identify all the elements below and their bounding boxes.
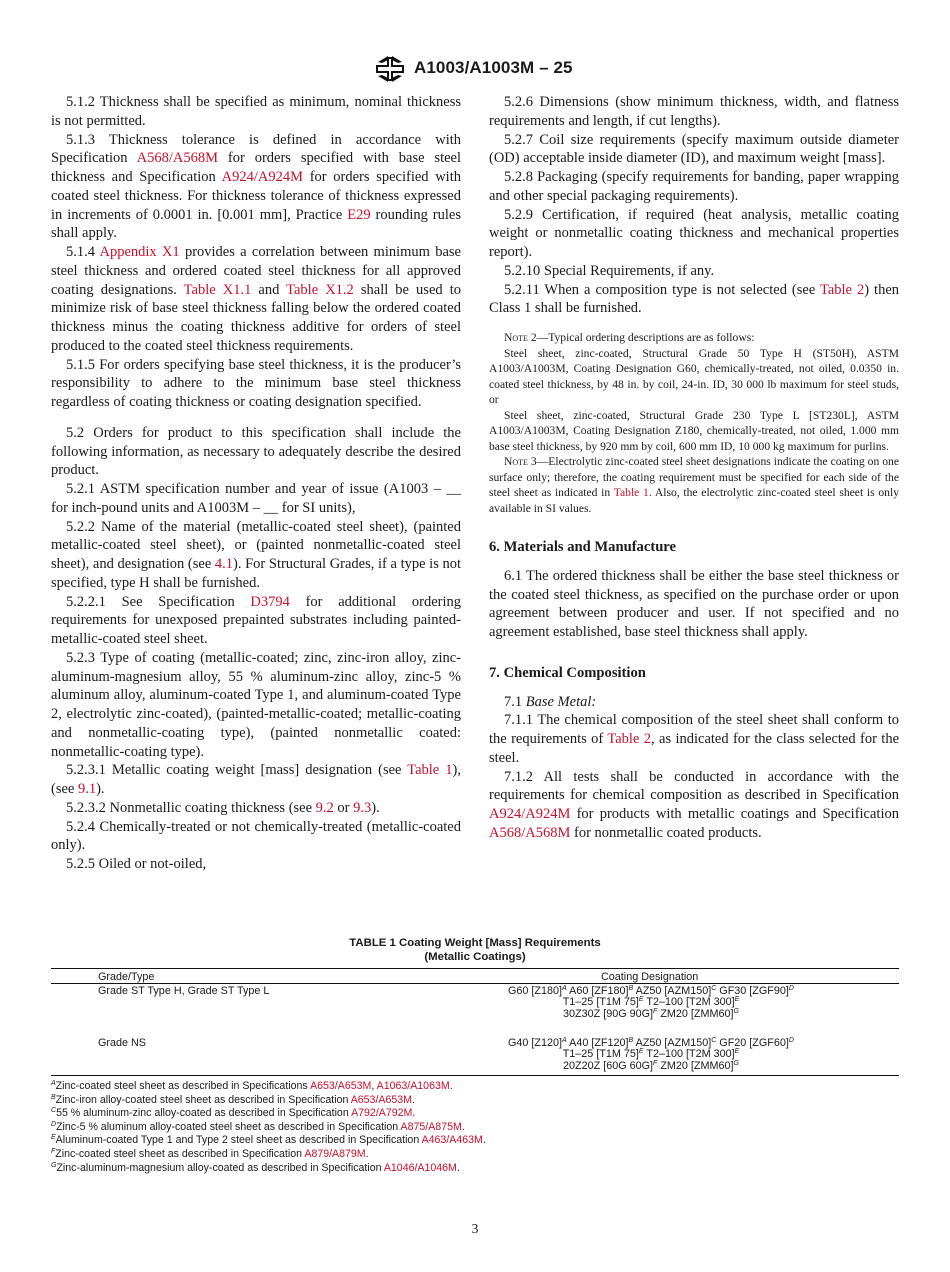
link-a653[interactable]: A653/A653M (310, 1080, 372, 1092)
link-table-x1-1[interactable]: Table X1.1 (183, 281, 252, 298)
para-5-2-9: 5.2.9 Certification, if required (heat analysis, metallic coating weight or nonmetallic coating thickness and mechanical properties report). (489, 206, 899, 260)
page-header (0, 50, 950, 90)
document-id: A1003/A1003M – 25 (414, 58, 573, 77)
note-2-example-1: Steel sheet, zinc-coated, Structural Grade 50 Type H (ST50H), ASTM A1003/A1003M, Coating Designation G60, chemically-treated, not oiled, 0.0350 in. coated steel thickness, by 48 in. by coil, 24-in. ID, 30 000 lb maximum for steel studs, or (489, 346, 899, 406)
para-5-2-3-2: 5.2.3.2 Nonmetallic coating thickness (see 9.2 or 9.3). (66, 799, 380, 816)
table-bottom-rule (51, 1075, 899, 1076)
link-a792[interactable]: A792/A792M (351, 1107, 413, 1120)
link-9-3[interactable]: 9.3 (353, 799, 372, 816)
link-a463[interactable]: A463/A463M (421, 1134, 483, 1147)
table-row (51, 1036, 899, 1075)
link-table-1[interactable]: Table 1 (407, 762, 453, 779)
footnote-c: $^C$55 % aluminum-zinc alloy-coated as described in Specification A792/A792M. (51, 1107, 416, 1120)
para-5-2-5: 5.2.5 Oiled or not-oiled, (66, 856, 207, 872)
para-5-2-7: 5.2.7 Coil size requirements (specify maximum outside diameter (OD) acceptable inside diameter (ID), and maximum weight [mass]. (489, 131, 899, 167)
table-1 (51, 936, 899, 1175)
link-a653-b[interactable]: A653/A653M (350, 1093, 412, 1106)
link-a924[interactable]: A924/A924M (221, 169, 304, 185)
para-5-2-1: 5.2.1 ASTM specification number and year of issue (A1003 – __ for inch-pound units and A1003M – __ for SI units), (51, 481, 461, 516)
left-column (51, 93, 461, 874)
para-5-2-11: 5.2.11 When a composition type is not selected (see Table 2) then Class 1 shall be furnished. (489, 281, 900, 317)
table-header-row (51, 969, 899, 983)
page-number: 3 (471, 1221, 479, 1236)
para-5-2-2: 5.2.2 Name of the material (metallic-coated steel sheet), (painted metallic-coated steel sheet), or (painted nonmetallic-coated steel sheet), and designation (see 4.1). For Structural Grades, if a type is not specified, type H shall be furnished. (51, 518, 461, 591)
table-title: TABLE 1 Coating Weight [Mass] Requirements (349, 937, 601, 949)
para-5-2-10: 5.2.10 Special Requirements, if any. (504, 262, 715, 279)
link-d3794[interactable]: D3794 (250, 593, 290, 610)
grade-cell: Grade NS (98, 1037, 147, 1049)
link-9-2[interactable]: 9.2 (315, 799, 334, 816)
para-7-1-2: 7.1.2 All tests shall be conducted in accordance with the requirements for chemical composition as described in Specification A924/A924M for products with metallic coatings and Specification A568/A568M for nonmetallic coated products. (489, 768, 899, 841)
link-4-1[interactable]: 4.1 (214, 556, 234, 572)
para-5-2-4: 5.2.4 Chemically-treated or not chemically-treated (metallic-coated only). (51, 818, 461, 854)
link-table-1-note[interactable]: Table 1 (613, 486, 649, 499)
para-5-2-2-1: 5.2.2.1 See Specification D3794 for additional ordering requirements for unexposed prepainted substrates including painted-metallic-coated steel sheet. (51, 593, 461, 647)
link-9-1[interactable]: 9.1 (77, 781, 97, 797)
para-6-1: 6.1 The ordered thickness shall be either the base steel thickness or the coated steel thickness, as specified on the purchase order or upon agreement between producer and user. If not specified and no agreement established, base steel thickness shall apply. (489, 567, 899, 640)
link-a1063[interactable]: A1063/A1063M (376, 1080, 450, 1092)
link-e29[interactable]: E29 (347, 206, 371, 223)
astm-logo-icon (374, 54, 406, 84)
para-5-2-6: 5.2.6 Dimensions (show minimum thickness, width, and flatness requirements and length, if cut lengths). (489, 94, 899, 129)
note-3: Note 3—Electrolytic zinc-coated steel sheet designations indicate the coating on one surface only; therefore, the coating requirement must be specified for each side of the steel sheet as indicated in Table 1. Also, the electrolytic zinc-coated steel sheet is only available in SI values. (489, 455, 899, 515)
footnote-e: $^E$Aluminum-coated Type 1 and Type 2 steel sheet as described in Specification A463/A463M. (51, 1134, 486, 1147)
link-table-2[interactable]: Table 2 (820, 281, 865, 298)
para-5-2: 5.2 Orders for product to this specification shall include the following information, as necessary to adequately describe the desired product. (51, 424, 461, 479)
para-5-2-3: 5.2.3 Type of coating (metallic-coated; zinc, zinc-iron alloy, zinc-aluminum-magnesium alloy, 55 % aluminum-zinc alloy, zinc-5 % aluminum alloy, aluminum-coated Type 1, and aluminum-coated Type 2, electrolytic zinc-coated), (painted-metallic-coated; metallic-coating and nonmetallic-coating type), (painted nonmetallic coated: nonmetallic-coating type). (51, 649, 461, 760)
note-2: Note 2—Typical ordering descriptions are as follows: (504, 331, 755, 344)
table-row (51, 984, 899, 1036)
designation-cell: G40 $[Z120]^A$ A40 $[ZF120]^B$ AZ50 $[AZM150]^C$ GF20 $[ZGF60]^D$ T1–25 [T1M 75]$^E$ T2–100 [T2M 300]$^E$ 20Z20Z [60G 60G]$^F$ ZM20 $[ZMM60]^G$ (508, 1037, 794, 1072)
section-7-heading: 7. Chemical Composition (489, 664, 646, 681)
para-5-2-8: 5.2.8 Packaging (specify requirements for banding, paper wrapping and other special packaging requirements). (489, 169, 899, 204)
grade-cell: Grade ST Type H, Grade ST Type L (98, 985, 270, 997)
designation-cell: G60 $[Z180]^A$ A60 $[ZF180]^B$ AZ50 $[AZM150]^C$ GF30 $[ZGF90]^D$ T1–25 [T1M 75]$^E$ T2–100 [T2M 300]$^E$ 30Z30Z [90G 90G]$^F$ ZM20 $[ZMM60]^G$ (508, 985, 794, 1020)
col-header-grade: Grade/Type (98, 971, 155, 983)
link-a568[interactable]: A568/A568M (136, 150, 218, 167)
para-5-1-5: 5.1.5 For orders specifying base steel thickness, it is the producer’s responsibility to adhere to the minimum base steel thickness regardless of coating thickness or coating designation specified. (51, 356, 461, 410)
link-a879[interactable]: A879/A879M (304, 1147, 366, 1160)
para-7-1: 7.1 Base Metal: (504, 693, 597, 710)
para-5-1-4: 5.1.4 Appendix X1 provides a correlation between minimum base steel thickness and ordered coated steel thickness for all approved coating designations. Table X1.1 and Table X1.2 shall be used to minimize risk of base steel thickness falling below the ordered coated thickness minus the coating thickness additive for orders of steel produced to the coated steel thickness requirements. (51, 244, 461, 354)
col-header-designation: Coating Designation (601, 971, 699, 983)
link-appendix-x1[interactable]: Appendix X1 (99, 244, 180, 260)
link-a875[interactable]: A875/A875M (400, 1120, 462, 1133)
link-table-2-b[interactable]: Table 2 (607, 731, 651, 747)
footnote-a: $^A$Zinc-coated steel sheet as described in Specifications A653/A653M, A1063/A1063M. (51, 1080, 453, 1092)
right-column (489, 93, 899, 843)
footnote-d: $^D$Zinc-5 % aluminum alloy-coated steel sheet as described in Specification A875/A875M. (51, 1120, 465, 1133)
para-5-1-3: 5.1.3 Thickness tolerance is defined in accordance with Specification A568/A568M for orders specified with base steel thickness and Specification A924/A924M for orders specified with coated steel thickness. For thickness tolerance of thickness expressed in increments of 0.0001 in. [0.001 mm], Practice E29 rounding rules shall apply. (51, 131, 462, 242)
para-5-2-3-1: 5.2.3.1 Metallic coating weight [mass] designation (see Table 1), (see 9.1). (51, 762, 462, 797)
footnote-g: $^G$Zinc-aluminum-magnesium alloy-coated as described in Specification A1046/A1046M. (51, 1161, 460, 1174)
note-2-example-2: Steel sheet, zinc-coated, Structural Grade 230 Type L [ST230L], ASTM A1003/A1003M, Coating Designation Z180, chemically-treated, not oiled, 1.000 mm base steel thickness, by 920 mm by coil, 600 mm ID, 10 000 kg maximum for purlins. (489, 408, 899, 453)
link-a568-b[interactable]: A568/A568M (489, 824, 571, 841)
link-a924-b[interactable]: A924/A924M (489, 806, 571, 822)
link-table-x1-2[interactable]: Table X1.2 (286, 281, 354, 298)
para-5-1-2: 5.1.2 Thickness shall be specified as minimum, nominal thickness is not permitted. (51, 94, 461, 129)
section-6-heading: 6. Materials and Manufacture (489, 539, 676, 555)
footnote-b: $^B$Zinc-iron alloy-coated steel sheet as described in Specification A653/A653M. (51, 1093, 415, 1106)
link-a1046[interactable]: A1046/A1046M (383, 1161, 457, 1174)
para-7-1-1: 7.1.1 The chemical composition of the steel sheet shall conform to the requirements of Table 2, as indicated for the class selected for the steel. (489, 712, 899, 766)
footnote-f: $^F$Zinc-coated steel sheet as described in Specification A879/A879M. (51, 1147, 369, 1160)
table-subtitle: (Metallic Coatings) (424, 951, 526, 963)
table-footnotes (51, 1080, 899, 1175)
